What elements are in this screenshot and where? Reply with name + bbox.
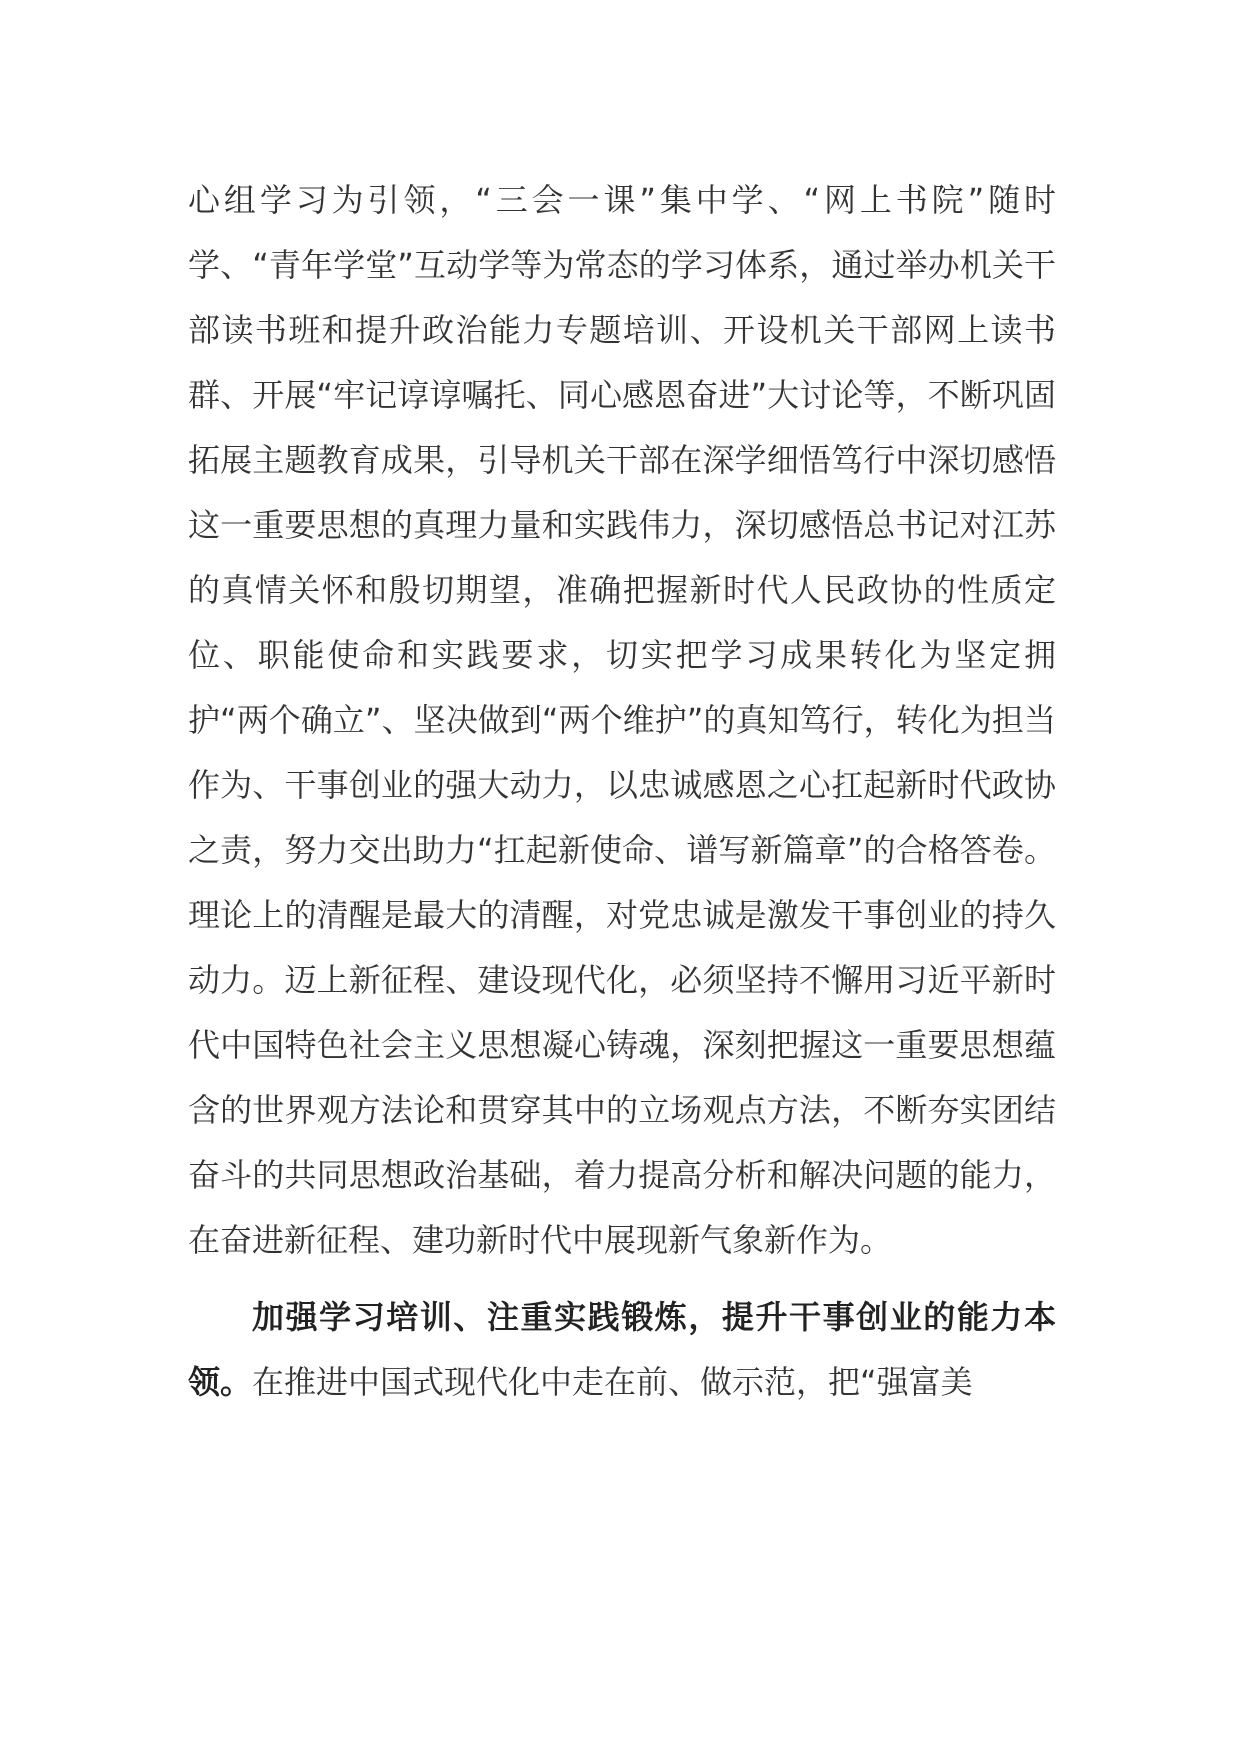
paragraph-2-heading: 加强学习培训、注重实践锻炼，提升干事创业的能力本领。 (188, 1298, 1056, 1401)
paragraph-2-text: 在推进中国式现代化中走在前、做示范，把“强富美 (252, 1363, 973, 1401)
paragraph-1 (188, 168, 1056, 1273)
paragraph-1-text: 心组学习为引领，“三会一课”集中学、“网上书院”随时学、“青年学堂”互动学等为常态的学习体系，通过举办机关干部读书班和提升政治能力专题培训、开设机关干部网上读书群、开展“牢记谆谆嘱托、同心感恩奋进”大讨论等，不断巩固拓展主题教育成果，引导机关干部在深学细悟笃行中深切感悟这一重要思想的真理力量和实践伟力，深切感悟总书记对江苏的真情关怀和殷切期望，准确把握新时代人民政协的性质定位、职能使命和实践要求，切实把学习成果转化为坚定拥护“两个确立”、坚决做到“两个维护”的真知笃行，转化为担当作为、干事创业的强大动力，以忠诚感恩之心扛起新时代政协之责，努力交出助力“扛起新使命、谱写新篇章”的合格答卷。理论上的清醒是最大的清醒，对党忠诚是激发干事创业的持久动力。迈上新征程、建设现代化，必须坚持不懈用习近平新时代中国特色社会主义思想凝心铸魂，深刻把握这一重要思想蕴含的世界观方法论和贯穿其中的立场观点方法，不断夯实团结奋斗的共同思想政治基础，着力提高分析和解决问题的能力，在奋进新征程、建功新时代中展现新气象新作为。 (188, 181, 1056, 1259)
document-body (188, 168, 1056, 1415)
paragraph-2 (188, 1285, 1056, 1415)
